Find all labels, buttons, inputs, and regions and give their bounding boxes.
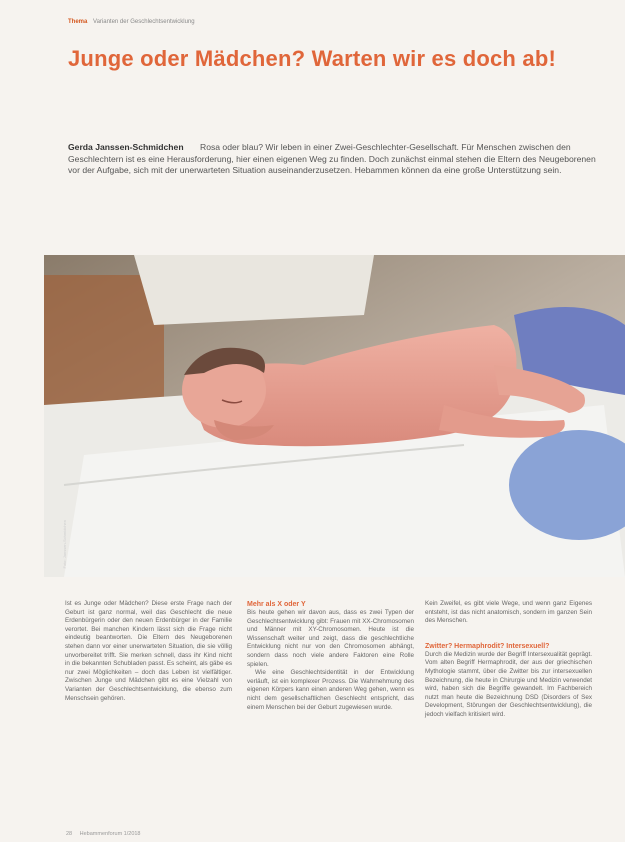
author-name: Gerda Janssen-Schmidchen bbox=[68, 142, 184, 152]
column-2-paragraph-1: Bis heute gehen wir davon aus, dass es zwei Typen der Geschlechtsentwicklung gibt: Frauen mit XX-Chromosomen und Männer mit XY-Chromosomen. Heute ist die Wissenschaft weiter und zeigt, dass die geschlechtliche Entwicklung nicht nur von den Chromosomen abhängt, sondern dass noch viele andere Faktoren eine Rolle spielen. bbox=[247, 609, 414, 668]
subheading-zwitter: Zwitter? Hermaphrodit? Intersexuell? bbox=[425, 642, 550, 650]
running-header bbox=[68, 19, 195, 25]
page-footer bbox=[66, 831, 141, 837]
column-1 bbox=[65, 600, 232, 703]
subheading-mehr-als-x-oder-y: Mehr als X oder Y bbox=[247, 601, 306, 608]
article-lead bbox=[68, 142, 603, 177]
column-3 bbox=[425, 600, 592, 720]
column-1-text: Ist es Junge oder Mädchen? Diese erste Frage nach der Geburt ist ganz normal, weil das Geschlecht die neue Erdenbürgerin oder den neuen Erdenbürger in der Familie verortet. Bei manchen Kindern lässt sich die Frage nicht eindeutig beantworten. Die Eltern des Neugeborenen stehen dann vor einer unerwarteten Situation, die sie völlig unvorbereitet trifft. Sie merken schnell, dass ihr Kind nicht in die bekannten Schubladen passt. Es scheint, als gäbe es nur zwei Möglichkeiten – doch das Leben ist vielfältiger. Zwischen Junge und Mädchen gibt es eine Vielzahl von Varianten der Geschlechtsentwicklung, die ebenso zum Menschsein gehören. bbox=[65, 600, 232, 702]
article-title: Junge oder Mädchen? Warten wir es doch ab! bbox=[68, 46, 556, 71]
running-header-text: Varianten der Geschlechtsentwicklung bbox=[93, 19, 195, 25]
page-number: 28 bbox=[66, 831, 73, 837]
column-3-paragraph-2: Durch die Medizin wurde der Begriff Intersexualität geprägt. Vom alten Begriff Hermaphrodit, der aus der griechischen Mythologie stammt, über die Zwitter bis zur intersexuellen Bezeichnung, die heute in Chirurgie und Medizin verwendet wird, haben sich die Begriffe gewandelt. Im Fachbereich nutzt man heute die Bezeichnung DSD (Disorders of Sex Development, Störungen der Geschlechtsentwicklung), die jedoch vielfach kritisiert wird. bbox=[425, 650, 592, 718]
newborn-photo bbox=[44, 255, 625, 577]
column-2 bbox=[247, 600, 414, 712]
lead-text: Rosa oder blau? Wir leben in einer Zwei-Geschlechter-Gesellschaft. Für Menschen zwischen den Geschlechtern ist es eine Herausforderung, hier einen eigenen Weg zu finden. Doch zunächst einmal stehen die Eltern des Neugeborenen vor der Aufgabe, sich mit der unerwarteten Situation auseinanderzusetzen. Hebammen können da eine große Unterstützung sein. bbox=[68, 142, 596, 176]
newborn-illustration bbox=[44, 255, 625, 577]
column-2-paragraph-2: Wie eine Geschlechtsidentität in der Entwicklung verläuft, ist ein komplexer Prozess. Die Wahrnehmung des eigenen Körpers kann einen anderen Weg gehen, wenn es nicht dem gesellschaftlichen Geschlecht entspricht, das einem Menschen bei der Geburt zugewiesen wurde. bbox=[247, 669, 414, 711]
section-tag: Thema bbox=[68, 19, 88, 25]
publication-name: Hebammenforum 1/2018 bbox=[79, 831, 141, 837]
column-3-paragraph-1: Kein Zweifel, es gibt viele Wege, und wenn ganz Eigenes entsteht, ist das nicht anatomisch, sondern im ganzen Sein des Menschen. bbox=[425, 600, 592, 625]
photo-credit: Foto: Janssen-Schmidchen bbox=[62, 520, 67, 569]
